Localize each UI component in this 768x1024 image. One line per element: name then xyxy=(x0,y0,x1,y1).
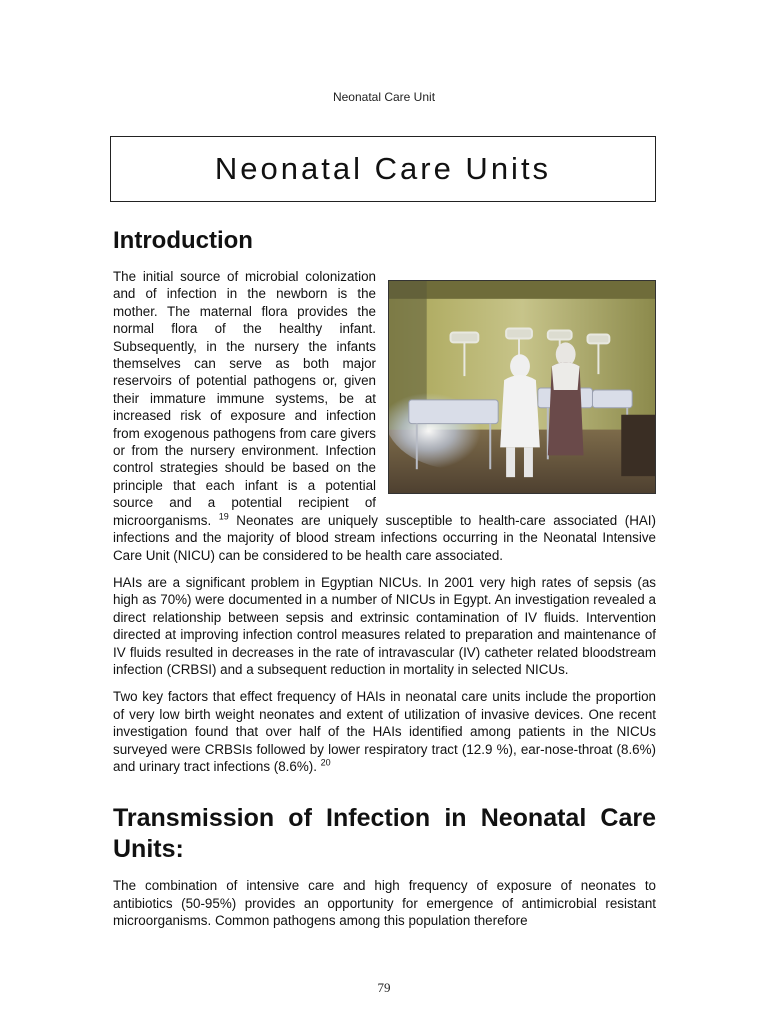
nicu-photo xyxy=(388,280,656,494)
reference-19: 19 xyxy=(218,511,229,522)
nicu-photo-illustration xyxy=(389,281,655,493)
transmission-paragraph-1: The combination of intensive care and high frequency of exposure of neonates to antibiotics (50-95%) provides an opportunity for emergence of antimicrobial resistant microorganisms. Common pathogens among this population therefore xyxy=(113,878,656,929)
running-header: Neonatal Care Unit xyxy=(332,90,436,104)
intro-paragraph-2: HAIs are a significant problem in Egyptian NICUs. In 2001 very high rates of sepsis (as high as 70%) were documented in a number of NICUs in Egypt. An investigation revealed a direct relationship between sepsis and extrinsic contamination of IV fluids. Intervention directed at improving infection control measures related to preparation and maintenance of IV fluids resulted in decreases in the rate of intravascular (IV) catheter related bloodstream infection (CRBSI) and a subsequent reduction in mortality in selected NICUs. xyxy=(113,574,656,677)
intro-paragraph-3-text: Two key factors that effect frequency of HAIs in neonatal care units include the proportion of very low birth weight neonates and extent of utilization of invasive devices. One recent investigation found that over half of the HAIs identified among patients in the NICUs surveyed were CRBSIs followed by lower respiratory tract (12.9 %), ear-nose-throat (8.6%) and urinary tract infections (8.6%). xyxy=(113,689,656,774)
intro-heading: Introduction xyxy=(113,227,253,254)
chapter-title: Neonatal Care Units xyxy=(214,151,552,186)
page-content xyxy=(113,226,656,940)
intro-paragraph-1-text: The initial source of microbial colonization and of infection in the newborn is the mother. The maternal flora provides the normal flora of the healthy infant. Subsequently, in the nursery the infants themselves can serve as both major reservoirs of potential pathogens or, given their immature immune systems, be at increased risk of exposure and infection from exogenous pathogens from care givers or from the nursery environment. Infection control strategies should be based on the principle that each infant is a potential source and a potential recipient of microorganisms. xyxy=(113,269,376,528)
reference-20: 20 xyxy=(320,757,331,768)
intro-paragraph-3 xyxy=(113,688,656,775)
intro-paragraph-1-continued: Neonates are uniquely susceptible to health-care associated (HAI) infections and the majority of blood stream infections occurring in the Neonatal Intensive Care Unit (NICU) can be considered to be health care associated. xyxy=(113,512,656,563)
chapter-title-box xyxy=(110,136,656,202)
page-number: 79 xyxy=(377,980,391,995)
transmission-heading: Transmission of Infection in Neonatal Care Units: xyxy=(113,804,656,864)
